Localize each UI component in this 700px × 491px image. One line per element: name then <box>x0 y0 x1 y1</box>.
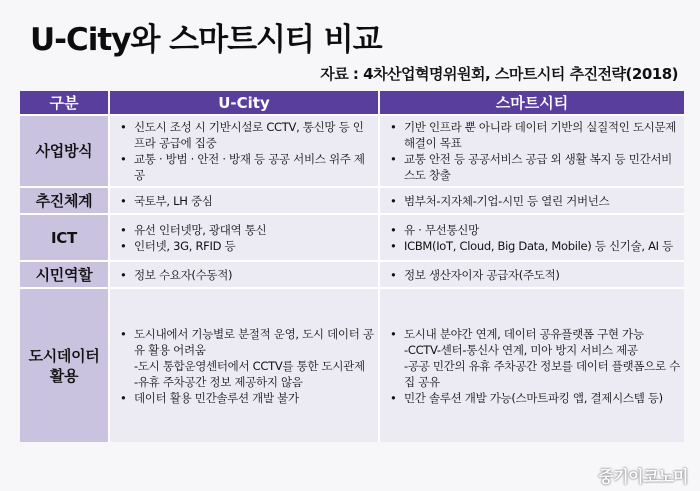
header-ucity: U-City <box>109 91 379 115</box>
comparison-table <box>20 91 684 442</box>
list-item: • ICBM(IoT, Cloud, Big Data, Mobile) 등 신기술, AI 등 <box>404 238 680 254</box>
source-note: 자료 : 4차산업혁명위원회, 스마트시티 추진전략(2018) <box>320 65 678 83</box>
item-list <box>114 326 374 406</box>
list-item: • 범부처-지자체-기업-시민 등 열린 거버넌스 <box>404 193 680 209</box>
list-item: • 국토부, LH 중심 <box>134 193 374 209</box>
list-item: • 기반 인프라 뿐 아니라 데이터 기반의 실질적인 도시문제 해결이 목표 <box>404 119 680 151</box>
item-list <box>384 267 680 283</box>
header-smartcity: 스마트시티 <box>379 91 684 115</box>
list-item: • 정보 수요자(수동적) <box>134 267 374 283</box>
smartcity-cell <box>379 288 684 442</box>
ucity-cell <box>109 288 379 442</box>
list-item: -공공 민간의 유휴 주차공간 정보를 데이터 플랫폼으로 수집 공유 <box>404 358 680 389</box>
item-list <box>384 222 680 254</box>
table-row <box>20 187 684 214</box>
page-title: U-City와 스마트시티 비교 <box>30 22 382 58</box>
table-row <box>20 261 684 288</box>
item-list <box>114 222 374 254</box>
watermark-logo: 중기이코노미 <box>598 467 688 486</box>
row-label: 추진체계 <box>20 187 109 214</box>
list-item: • 교통 · 방범 · 안전 · 방재 등 공공 서비스 위주 제공 <box>134 151 374 183</box>
item-list <box>384 193 680 209</box>
list-item: • 인터넷, 3G, RFID 등 <box>134 238 374 254</box>
item-list <box>114 119 374 183</box>
list-item: • 도시내에서 기능별로 분절적 운영, 도시 데이터 공유 활용 어려움 <box>134 326 374 358</box>
list-item: • 신도시 조성 시 기반시설로 CCTV, 통신망 등 인프라 공급에 집중 <box>134 119 374 151</box>
smartcity-cell <box>379 214 684 261</box>
table-row <box>20 115 684 187</box>
item-list <box>114 193 374 209</box>
list-item: • 데이터 활용 민간솔루션 개발 불가 <box>134 390 374 406</box>
ucity-cell <box>109 261 379 288</box>
header-category: 구분 <box>20 91 109 115</box>
table-row <box>20 288 684 442</box>
row-label: 도시데이터 활용 <box>20 288 109 442</box>
ucity-cell <box>109 115 379 187</box>
ucity-cell <box>109 187 379 214</box>
smartcity-cell <box>379 187 684 214</box>
list-item: • 도시내 분야간 연계, 데이터 공유플랫폼 구현 가능 <box>404 326 680 342</box>
list-item: -유휴 주차공간 정보 제공하지 않음 <box>134 374 303 389</box>
list-item: • 민간 솔루션 개발 가능(스마트파킹 앱, 결제시스템 등) <box>404 390 680 406</box>
item-list <box>384 119 680 183</box>
row-label: 시민역할 <box>20 261 109 288</box>
row-label: 사업방식 <box>20 115 109 187</box>
list-item: • 교통 안전 등 공공서비스 공급 외 생활 복지 등 민간서비스도 창출 <box>404 151 680 183</box>
item-list <box>114 267 374 283</box>
list-item: -CCTV-센터-통신사 연계, 미아 방지 서비스 제공 <box>404 342 638 357</box>
smartcity-cell <box>379 115 684 187</box>
item-list <box>384 326 680 406</box>
table-header-row <box>20 91 684 115</box>
smartcity-cell <box>379 261 684 288</box>
table-row <box>20 214 684 261</box>
row-label: ICT <box>20 214 109 261</box>
ucity-cell <box>109 214 379 261</box>
list-item: • 정보 생산자이자 공급자(주도적) <box>404 267 680 283</box>
list-item: -도시 통합운영센터에서 CCTV를 통한 도시관제 <box>134 358 365 373</box>
list-item: • 유선 인터넷망, 광대역 통신 <box>134 222 374 238</box>
list-item: • 유 · 무선통신망 <box>404 222 680 238</box>
